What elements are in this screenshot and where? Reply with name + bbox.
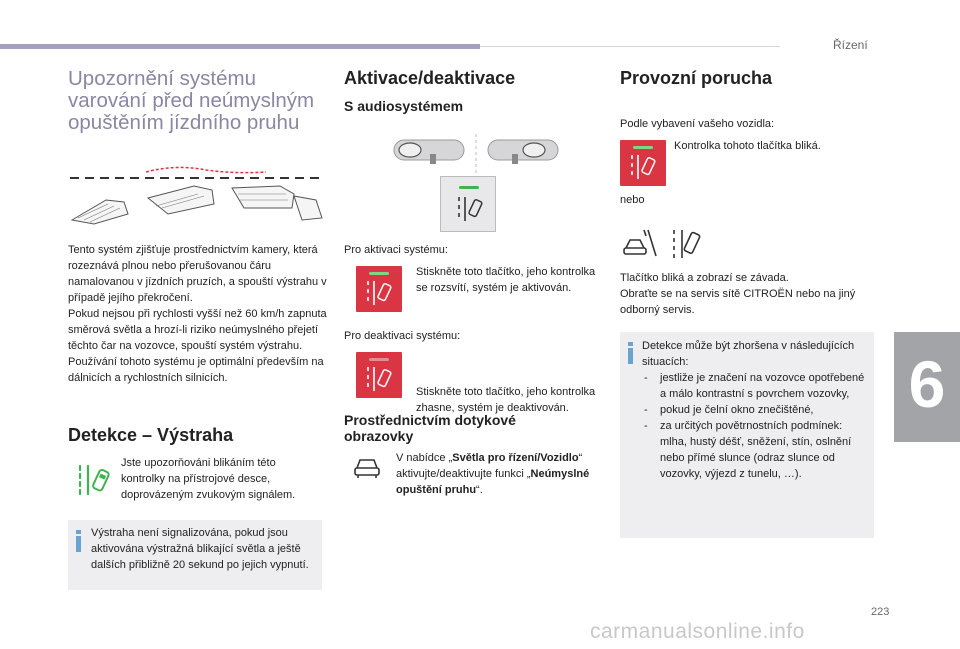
note-item: - za určitých povětrnostních podmínek: mlha, hustý déšť, sněžení, stín, oslnění nebo přímé slunce (odraz slunce od vozovky, výjezd z tunelu, …). (644, 420, 852, 480)
chapter-tab (894, 332, 960, 442)
lane-departure-icon (76, 462, 110, 498)
fault-heading: Provozní porucha (620, 68, 773, 88)
car-front-icon (352, 456, 382, 480)
note-box-detection (620, 332, 874, 538)
section-label: Řízení (833, 38, 868, 52)
blink-text: Kontrolka tohoto tlačítka bliká. (674, 140, 821, 152)
info-icon (628, 342, 633, 364)
lane-button-off[interactable] (356, 352, 402, 398)
activate-label: Pro aktivaci systému: (344, 244, 448, 256)
deactivate-label: Pro deaktivaci systému: (344, 330, 461, 342)
note-item: - jestliže je značení na vozovce opotřebené a málo kontrastní s povrchem vozovky, (644, 372, 865, 400)
button-zoom-illustration (440, 176, 496, 232)
detect-text: Jste upozorňováni blikáním této kontrolky na přístrojové desce, doprovázeným zvukovým signálem. (121, 457, 296, 501)
info-icon (76, 530, 81, 552)
chapter-number: 6 (908, 347, 946, 421)
intro-p3: Používání tohoto systému je optimální především na dálnicích a rychlostních silnicích. (68, 356, 324, 384)
header-rule (480, 46, 780, 47)
deactivate-bullet: Stiskněte toto tlačítko, jeho kontrolka zhasne, systém je deaktivován. (416, 386, 596, 414)
note-item: - pokud je čelní okno znečištěné, (644, 404, 814, 416)
intro-p1: Tento systém zjišťuje prostřednictvím kamery, která rozeznává plnou nebo přerušovanou čáru namalovanou v jízdních pruzích, a spouští výstrahu v případě jejího překročení. (68, 244, 327, 304)
service-text: Tlačítko bliká a zobrazí se závada. Obraťte se na servis sítě CITROËN nebo na jiný odborný servis. (620, 272, 856, 316)
header-bar (0, 44, 480, 49)
lane-fault-icons (622, 226, 704, 262)
detect-heading: Detekce – Výstraha (68, 425, 234, 445)
activate-bullet: Stiskněte toto tlačítko, jeho kontrolka se rozsvítí, systém je aktivován. (416, 266, 596, 294)
lane-drift-illustration (66, 164, 328, 226)
lane-departure-icon (365, 279, 393, 307)
intro-text (68, 242, 330, 386)
watermark: carmanualsonline.info (590, 620, 805, 643)
audio-subheading: S audiosystémem (344, 98, 464, 114)
intro-p2: Pokud nejsou při rychlosti vyšší než 60 km/h zapnuta směrová světla a hrozí-li riziko neúmyslného přejetí těchto čar na vozovce, spouští systém výstrahu. (68, 308, 327, 352)
lane-button-on[interactable] (356, 266, 402, 312)
steering-wheel-icon (399, 143, 421, 157)
note-text: Výstraha není signalizována, pokud jsou aktivována výstražná blikající světla a ještě dalších přibližně 20 sekund po jejich vypnutí. (91, 527, 309, 571)
page-title: Upozornění systému varování před neúmyslným opuštěním jízdního pruhu (68, 67, 315, 134)
lane-departure-warning-icon (457, 195, 483, 223)
note-box-warning (68, 520, 322, 590)
activation-heading: Aktivace/deaktivace (344, 68, 516, 88)
touchscreen-subheading: Prostřednictvím dotykové obrazovky (344, 412, 516, 444)
steering-controls-illustration (392, 134, 562, 174)
fault-intro: Podle vybavení vašeho vozidla: (620, 118, 775, 130)
lane-button-blinking[interactable] (620, 140, 666, 186)
lane-departure-icon (365, 365, 393, 393)
or-text: nebo (620, 194, 645, 206)
note-detection-text: Detekce může být zhoršena v následujících situacích: - jestliže je značení na vozovce opotřebené a málo kontrastní s povrchem vozovky, - pokud je čelní okno znečištěné, - za určitých povětrnostních podmínek: mlha, hustý déšť, sněžení, stín, oslnění nebo přímé slunce (odraz slunce od vozovky, výjezd z tunelu, …). (642, 338, 868, 482)
lane-departure-icon (629, 153, 657, 181)
touchscreen-text: V nabídce „Světla pro řízení/Vozidlo“ aktivujte/deaktivujte funkci „Neúmyslné opuštění pruhu“. (396, 452, 590, 496)
page-number: 223 (871, 606, 890, 618)
